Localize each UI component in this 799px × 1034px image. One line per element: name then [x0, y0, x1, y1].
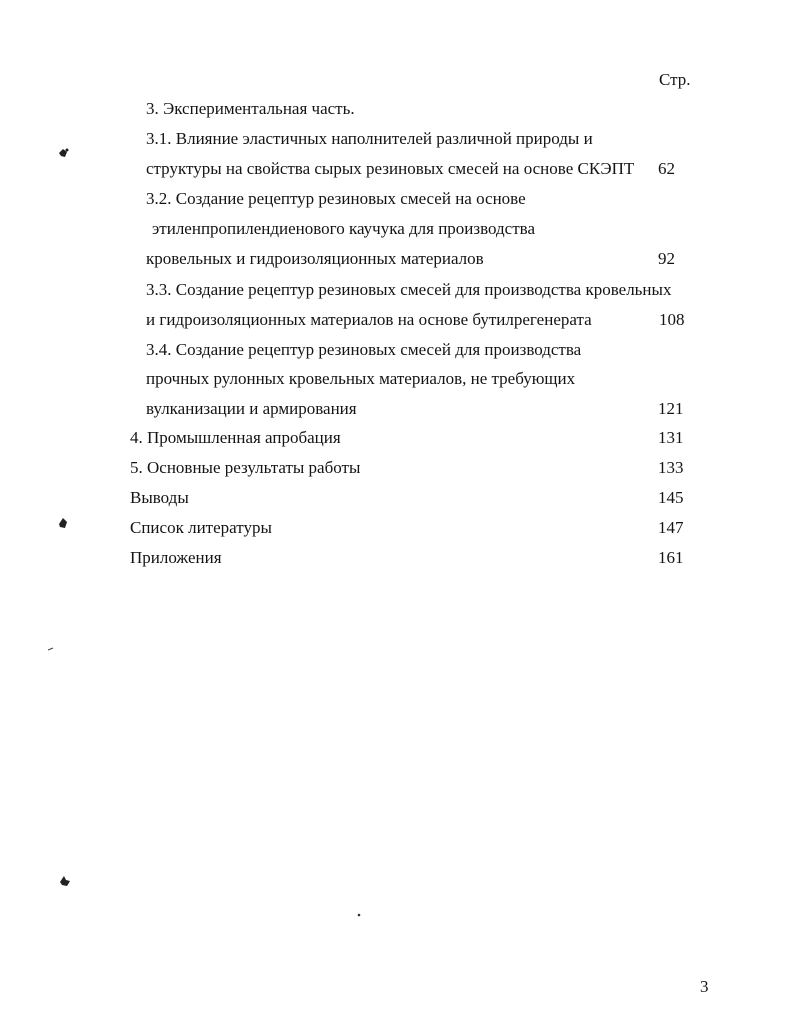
scan-speck-mark	[58, 874, 72, 888]
scan-speck-mark	[356, 912, 362, 918]
toc-3-4-page: 121	[658, 399, 684, 418]
toc-section-5-title: 5. Основные результаты работы	[130, 458, 361, 477]
toc-section-4-title: 4. Промышленная апробация	[130, 428, 341, 447]
toc-appendices-title: Приложения	[130, 548, 222, 567]
toc-3-3-line-2: и гидроизоляционных материалов на основе бутилрегенерата	[146, 310, 592, 329]
toc-3-3-page: 108	[659, 310, 685, 329]
scan-speck-mark	[47, 646, 55, 652]
toc-3-1-line-1: 3.1. Влияние эластичных наполнителей различной природы и	[146, 129, 593, 148]
page-number: 3	[700, 977, 709, 996]
toc-3-1-page: 62	[658, 159, 675, 178]
toc-3-2-line-1: 3.2. Создание рецептур резиновых смесей на основе	[146, 189, 526, 208]
scan-speck-mark	[57, 516, 69, 530]
toc-references-title: Список литературы	[130, 518, 272, 537]
page-column-label: Стр.	[659, 70, 691, 89]
toc-3-2-line-3: кровельных и гидроизоляционных материалов	[146, 249, 484, 268]
toc-3-1-line-2: структуры на свойства сырых резиновых смесей на основе СКЭПТ	[146, 159, 635, 178]
toc-section-4-page: 131	[658, 428, 684, 447]
toc-3-4-line-1: 3.4. Создание рецептур резиновых смесей для производства	[146, 340, 582, 359]
scan-speck-mark	[56, 146, 70, 160]
toc-section-3-title: 3. Экспериментальная часть.	[146, 99, 355, 118]
toc-section-5-page: 133	[658, 458, 684, 477]
toc-references-page: 147	[658, 518, 684, 537]
toc-conclusions-title: Выводы	[130, 488, 189, 507]
toc-conclusions-page: 145	[658, 488, 684, 507]
toc-3-2-page: 92	[658, 249, 675, 268]
toc-3-4-line-3: вулканизации и армирования	[146, 399, 357, 418]
toc-appendices-page: 161	[658, 548, 684, 567]
toc-3-4-line-2: прочных рулонных кровельных материалов, не требующих	[146, 369, 576, 388]
toc-3-3-line-1: 3.3. Создание рецептур резиновых смесей для производства кровельных	[146, 280, 672, 299]
toc-3-2-line-2: этиленпропилендиенового каучука для производства	[152, 219, 536, 238]
